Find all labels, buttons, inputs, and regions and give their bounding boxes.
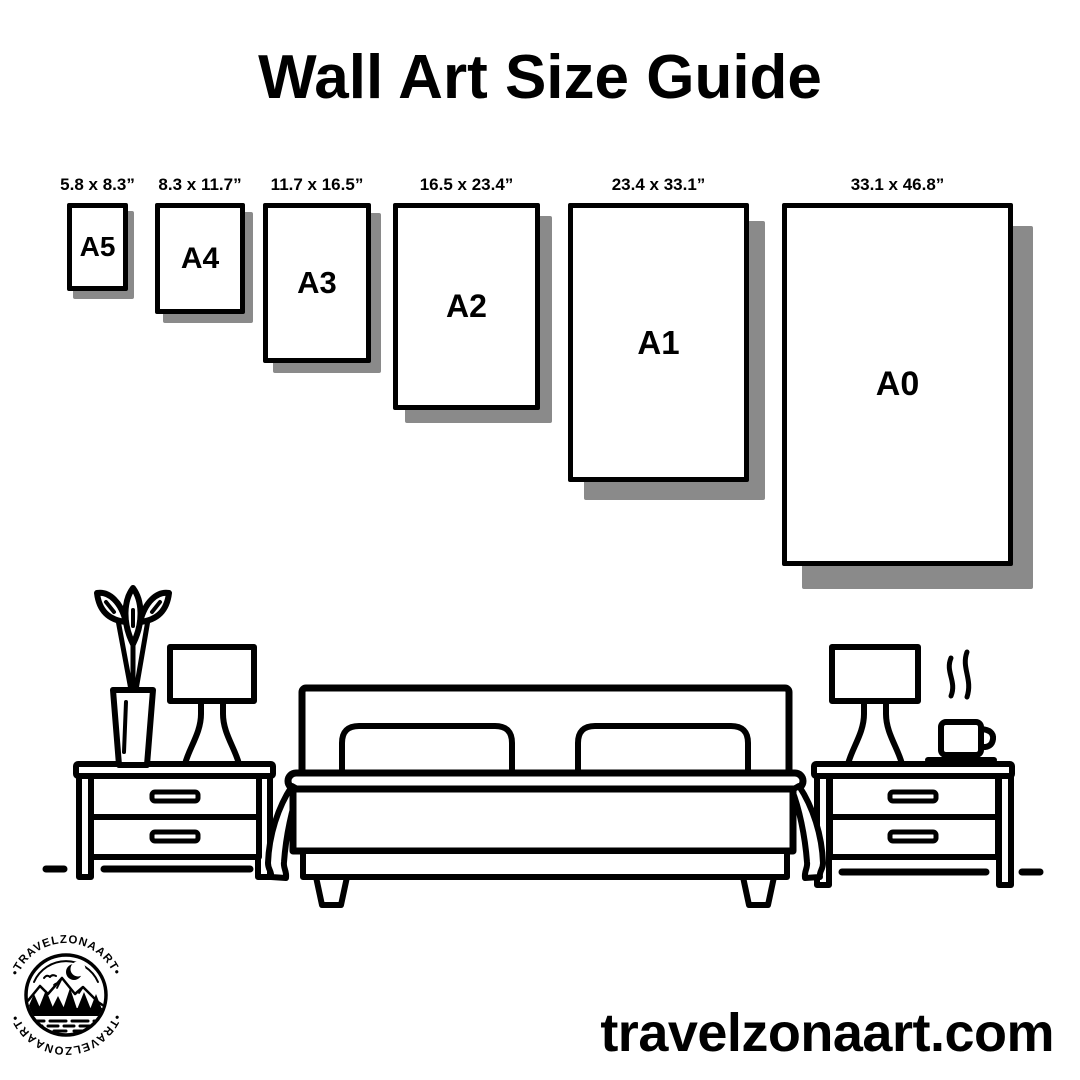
frame-a2-dimensions: 16.5 x 23.4” bbox=[419, 175, 514, 194]
table-lamp-right-icon bbox=[832, 647, 918, 764]
website-url: travelzonaart.com bbox=[600, 1003, 1054, 1063]
logo-arc-text-top: •TRAVELZONAART• bbox=[9, 933, 123, 978]
frame-a1-label: A1 bbox=[637, 323, 680, 361]
logo-arc-text-bottom: •TRAVELZONAART• bbox=[9, 1012, 123, 1057]
frame-a3 bbox=[263, 175, 371, 363]
pillow-left-icon bbox=[342, 726, 512, 777]
bed-leg-left bbox=[316, 877, 347, 905]
bed-leg-right bbox=[743, 877, 774, 905]
frame-a2-label: A2 bbox=[446, 288, 487, 324]
frame-a3-label: A3 bbox=[297, 265, 337, 300]
frame-a3-paper bbox=[263, 203, 371, 363]
frame-a1 bbox=[568, 175, 749, 482]
bedroom-illustration bbox=[0, 580, 1080, 920]
page-title: Wall Art Size Guide bbox=[258, 43, 822, 112]
frame-a4 bbox=[155, 175, 245, 314]
frame-a0-paper bbox=[782, 203, 1013, 566]
frame-a5 bbox=[60, 175, 135, 291]
coffee-mug-icon bbox=[928, 652, 994, 760]
frame-a4-label: A4 bbox=[180, 241, 220, 275]
bed-icon bbox=[268, 688, 823, 905]
frame-a0-dimensions: 33.1 x 46.8” bbox=[850, 175, 945, 194]
pillow-right-icon bbox=[578, 726, 748, 777]
frame-a1-dimensions: 23.4 x 33.1” bbox=[611, 175, 706, 194]
nightstand-left-icon bbox=[76, 764, 273, 877]
frame-a4-paper bbox=[155, 203, 245, 314]
frame-a5-paper bbox=[67, 203, 128, 291]
brand-logo bbox=[4, 928, 128, 1062]
frame-a5-label: A5 bbox=[79, 231, 116, 262]
frame-a5-dimensions: 5.8 x 8.3” bbox=[60, 175, 135, 194]
frame-a2 bbox=[393, 175, 540, 410]
plant-vase-icon bbox=[97, 588, 169, 765]
nightstand-right-icon bbox=[814, 764, 1012, 885]
frame-a0-label: A0 bbox=[875, 365, 920, 403]
frame-a1-paper bbox=[568, 203, 749, 482]
frame-a2-paper bbox=[393, 203, 540, 410]
frame-a0 bbox=[782, 175, 1013, 566]
table-lamp-left-icon bbox=[170, 647, 254, 764]
frame-a3-dimensions: 11.7 x 16.5” bbox=[270, 175, 364, 194]
frame-a4-dimensions: 8.3 x 11.7” bbox=[158, 175, 242, 194]
